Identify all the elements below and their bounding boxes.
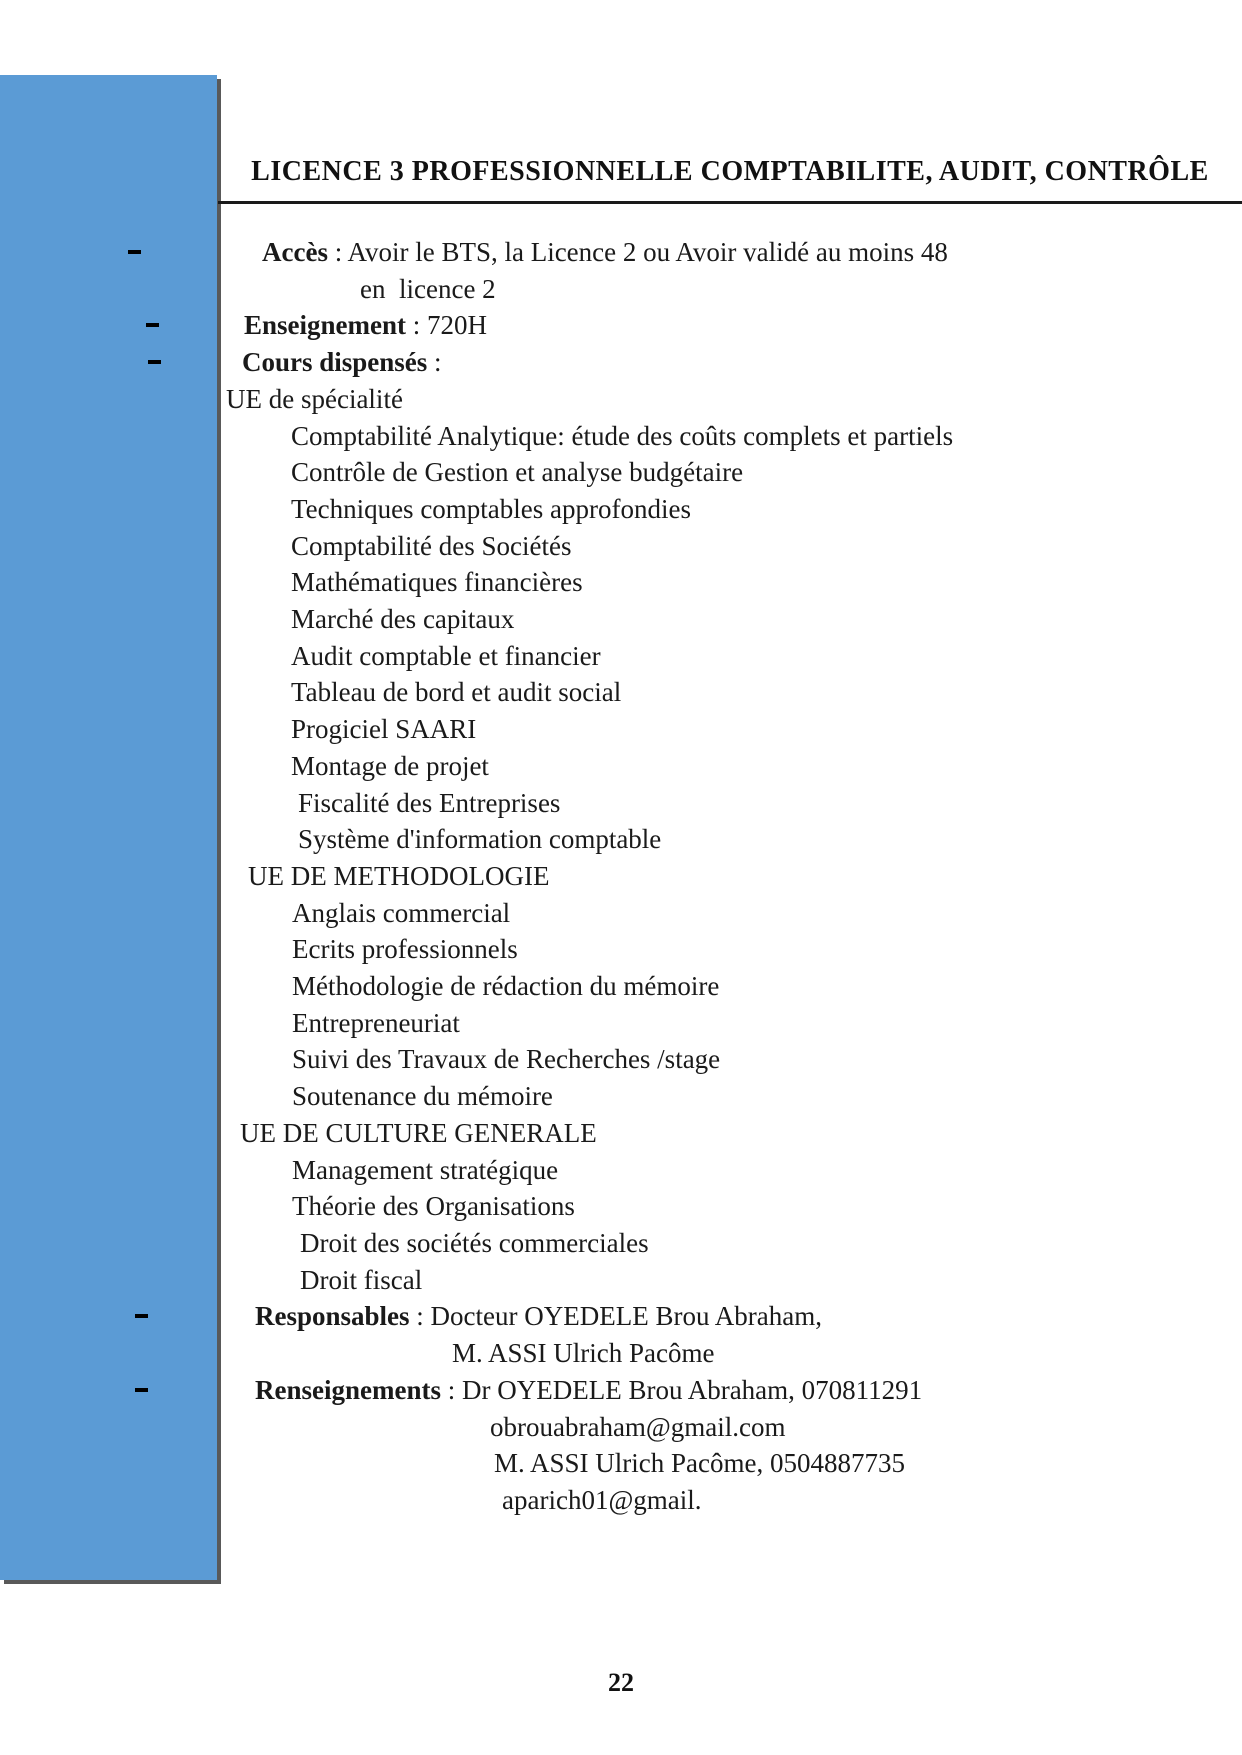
dash-bullet bbox=[135, 1314, 148, 1318]
line-text: Audit comptable et financier bbox=[291, 640, 601, 671]
line-text: Système d'information comptable bbox=[298, 824, 662, 855]
line-enseignement bbox=[222, 307, 1242, 344]
line-course bbox=[222, 785, 1242, 822]
line-course bbox=[222, 1188, 1242, 1225]
line-course bbox=[222, 931, 1242, 968]
line-text: Entrepreneuriat bbox=[292, 1007, 460, 1038]
line-contact-email bbox=[222, 1482, 1242, 1519]
line-text: Théorie des Organisations bbox=[292, 1191, 575, 1222]
line-acces-cont bbox=[222, 271, 1242, 308]
line-text: Droit des sociétés commerciales bbox=[300, 1227, 649, 1258]
line-text: obrouabraham@gmail.com bbox=[490, 1411, 786, 1442]
line-text: Méthodologie de rédaction du mémoire bbox=[292, 971, 720, 1002]
line-course bbox=[222, 1152, 1242, 1189]
line-course bbox=[222, 454, 1242, 491]
line-text: M. ASSI Ulrich Pacôme bbox=[452, 1338, 715, 1369]
line-text: : bbox=[427, 347, 442, 378]
line-text: en licence 2 bbox=[360, 273, 496, 304]
line-responsables-cont bbox=[222, 1335, 1242, 1372]
line-text: M. ASSI Ulrich Pacôme, 0504887735 bbox=[494, 1448, 905, 1479]
line-course bbox=[222, 1262, 1242, 1299]
page-number: 22 bbox=[608, 1668, 634, 1697]
field-label: Enseignement bbox=[244, 310, 406, 341]
line-text: : Docteur OYEDELE Brou Abraham, bbox=[409, 1301, 822, 1332]
line-text: : 720H bbox=[406, 310, 487, 341]
line-course bbox=[222, 491, 1242, 528]
field-label: Accès bbox=[262, 237, 328, 267]
field-label: Renseignements bbox=[255, 1374, 441, 1405]
line-course bbox=[222, 601, 1242, 638]
line-ue-culture-generale bbox=[222, 1115, 1242, 1152]
line-text: aparich01@gmail. bbox=[502, 1484, 702, 1515]
line-text: Marché des capitaux bbox=[291, 604, 515, 635]
line-text: Comptabilité Analytique: étude des coûts complets et partiels bbox=[291, 420, 954, 451]
dash-bullet bbox=[128, 250, 141, 254]
line-text: Techniques comptables approfondies bbox=[291, 493, 691, 524]
dash-bullet bbox=[146, 323, 159, 327]
line-text: UE DE CULTURE GENERALE bbox=[240, 1117, 597, 1148]
line-course bbox=[222, 1078, 1242, 1115]
line-text: UE de spécialité bbox=[226, 383, 403, 414]
line-course bbox=[222, 895, 1242, 932]
field-label: Responsables bbox=[255, 1301, 410, 1332]
line-text: : Avoir le BTS, la Licence 2 ou Avoir validé au moins 48 bbox=[327, 237, 948, 267]
line-text: Tableau de bord et audit social bbox=[291, 677, 622, 708]
title-underline bbox=[218, 201, 1242, 204]
line-text: Ecrits professionnels bbox=[292, 934, 518, 965]
line-cours-dispenses bbox=[222, 344, 1242, 381]
line-text: Management stratégique bbox=[292, 1154, 559, 1185]
line-text: Droit fiscal bbox=[300, 1264, 423, 1295]
line-text: Suivi des Travaux de Recherches /stage bbox=[292, 1044, 721, 1075]
line-renseignements bbox=[222, 1372, 1242, 1409]
line-ue-methodologie bbox=[222, 858, 1242, 895]
line-course bbox=[222, 1005, 1242, 1042]
line-course bbox=[222, 748, 1242, 785]
line-ue-specialite bbox=[222, 381, 1242, 418]
line-text: Soutenance du mémoire bbox=[292, 1081, 553, 1112]
line-text: Progiciel SAARI bbox=[291, 714, 477, 745]
field-label: Cours dispensés bbox=[242, 347, 428, 378]
line-contact-email bbox=[222, 1409, 1242, 1446]
line-acces bbox=[222, 234, 1242, 271]
line-course bbox=[222, 528, 1242, 565]
dash-bullet bbox=[135, 1388, 148, 1392]
line-course bbox=[222, 821, 1242, 858]
line-text: Anglais commercial bbox=[292, 897, 511, 928]
line-course bbox=[222, 968, 1242, 1005]
page-title: LICENCE 3 PROFESSIONNELLE COMPTABILITE, AUDIT, CONTRÔLE bbox=[251, 156, 1209, 187]
content-lines bbox=[222, 234, 1242, 1519]
line-course bbox=[222, 1225, 1242, 1262]
line-text: Contrôle de Gestion et analyse budgétaire bbox=[291, 457, 744, 488]
line-course bbox=[222, 711, 1242, 748]
line-course bbox=[222, 418, 1242, 455]
dash-bullet bbox=[148, 360, 161, 364]
line-text: Comptabilité des Sociétés bbox=[291, 530, 572, 561]
line-contact-phone bbox=[222, 1445, 1242, 1482]
sidebar-accent-bar bbox=[0, 75, 217, 1580]
line-responsables bbox=[222, 1298, 1242, 1335]
line-text: : Dr OYEDELE Brou Abraham, 070811291 bbox=[440, 1374, 923, 1405]
line-text: UE DE METHODOLOGIE bbox=[248, 860, 550, 891]
line-course bbox=[222, 674, 1242, 711]
line-text: Montage de projet bbox=[291, 750, 489, 781]
line-course bbox=[222, 1041, 1242, 1078]
line-course bbox=[222, 638, 1242, 675]
line-course bbox=[222, 564, 1242, 601]
line-text: Fiscalité des Entreprises bbox=[298, 787, 561, 818]
line-text: Mathématiques financières bbox=[291, 567, 583, 598]
